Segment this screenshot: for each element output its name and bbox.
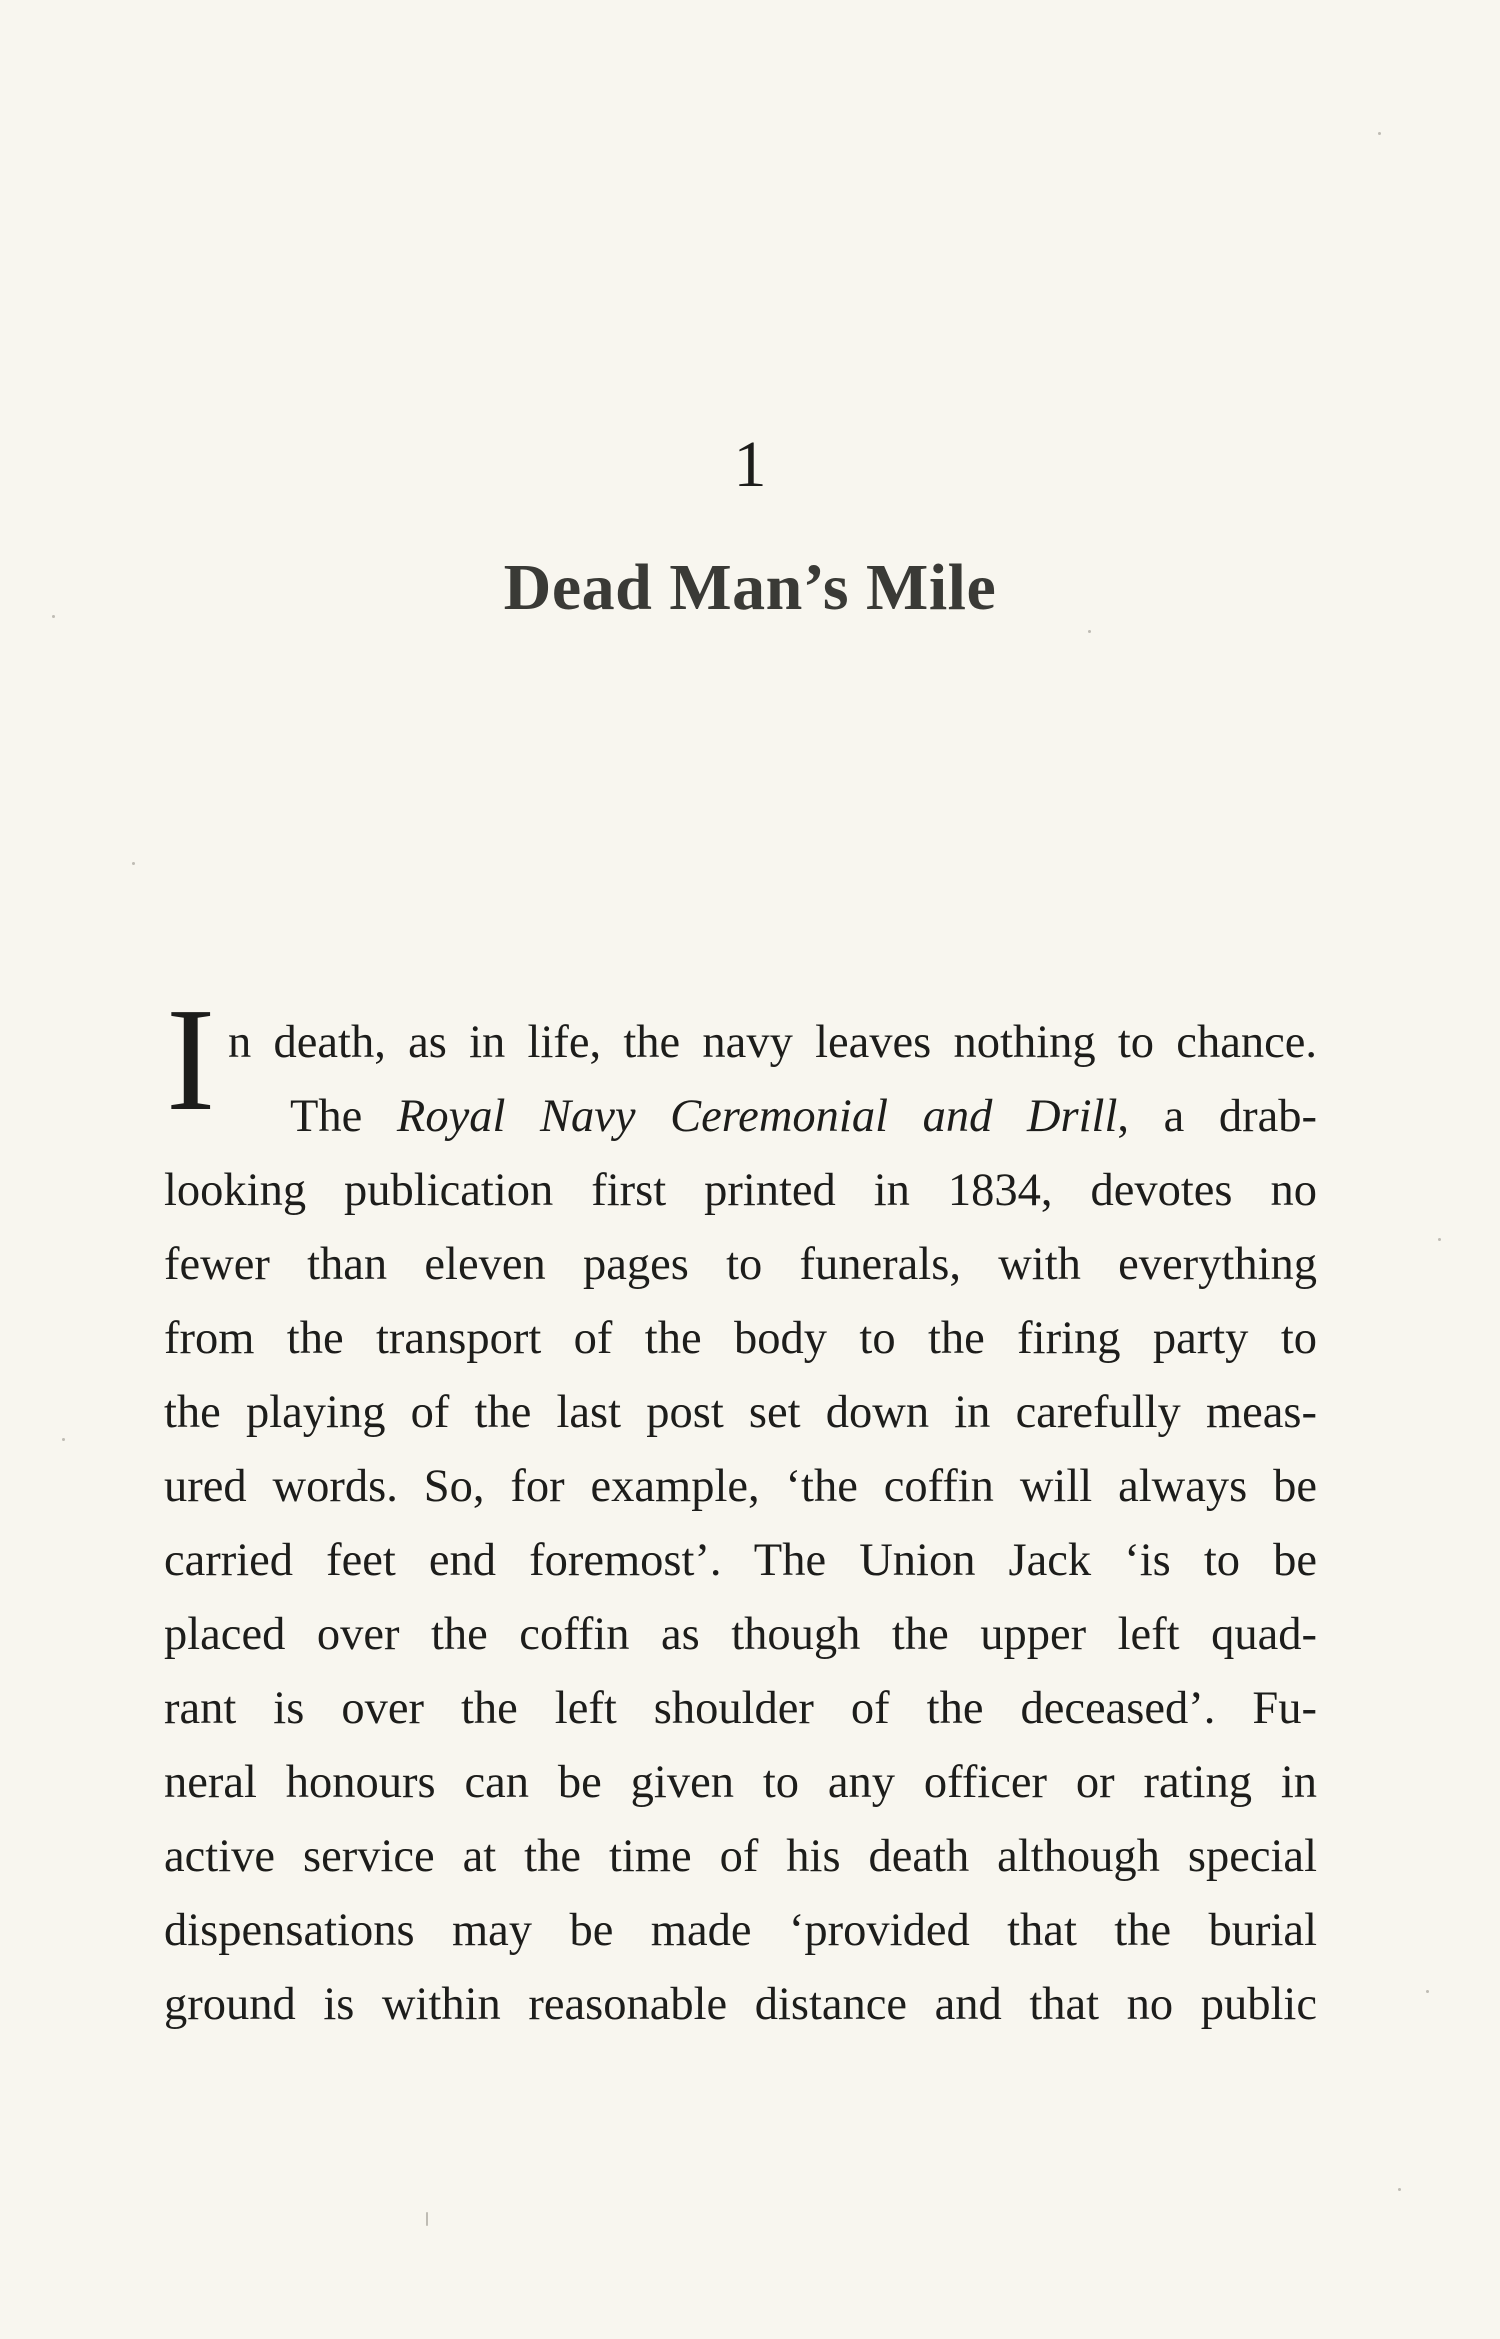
text-line-9: placed over the coffin as though the upper left quad- [164,1609,1317,1660]
text-line-11: neral honours can be given to any officer or rating in [164,1757,1317,1808]
text-line-2 [290,1080,1317,1154]
book-title-italic: Royal Navy Ceremonial and Drill [396,1091,1118,1142]
chapter-title: Dead Man’s Mile [503,551,997,624]
paper-speck [52,615,55,618]
paper-speck [62,1438,65,1441]
paper-speck [1426,1990,1429,1993]
chapter-number: 1 [733,428,767,501]
paper-speck [1088,630,1091,633]
text-line-7: ured words. So, for example, ‘the coffin will always be [164,1461,1317,1512]
text-line-8: carried feet end foremost’. The Union Jack ‘is to be [164,1535,1317,1586]
text-line-2-post: , a drab- [1117,1091,1318,1142]
paper-speck [426,2212,428,2226]
text-line-14: ground is within reasonable distance and that no public [164,1979,1317,2030]
paper-speck [1438,1238,1441,1241]
text-line-10: rant is over the left shoulder of the deceased’. Fu- [164,1683,1317,1734]
paper-speck [1398,2188,1401,2191]
text-line-1: n death, as in life, the navy leaves nothing to chance. [228,1017,1317,1068]
paper-speck [132,862,135,865]
text-line-5: from the transport of the body to the firing party to [164,1313,1317,1364]
text-line-13: dispensations may be made ‘provided that the burial [164,1905,1317,1956]
text-line-2-pre: The [290,1091,397,1142]
text-line-12: active service at the time of his death although special [164,1831,1317,1882]
paper-speck [1378,132,1381,135]
drop-cap: I [166,978,216,1142]
text-line-3: looking publication first printed in 1834, devotes no [164,1165,1317,1216]
text-line-4: fewer than eleven pages to funerals, with everything [164,1239,1317,1290]
text-line-6: the playing of the last post set down in carefully meas- [164,1387,1317,1438]
